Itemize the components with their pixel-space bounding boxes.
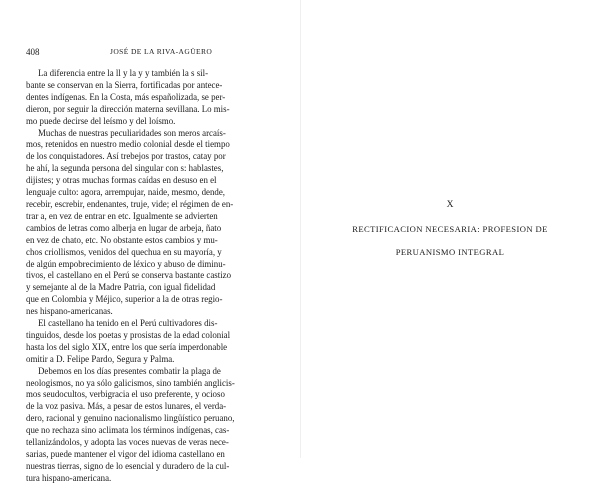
text-line: mos, retenidos en nuestro medio colonial desde el tiempo — [26, 139, 230, 150]
text-line: dijistes; y otras muchas formas caídas en desuso en el — [26, 175, 217, 186]
page-number: 408 — [26, 47, 40, 57]
text-line: El castellano ha tenido en el Perú cultivadores dis- — [38, 318, 218, 329]
text-line: nes hispano-americanas. — [26, 306, 113, 317]
text-line: tivos, el castellano en el Perú se conserva bastante castizo — [26, 270, 232, 281]
text-line: de los conquistadores. Así trebejos por trastos, catay por — [26, 151, 226, 162]
text-line: Muchas de nuestras peculiaridades son meros arcaís- — [38, 127, 226, 138]
text-line: omitir a D. Felipe Pardo, Segura y Palma. — [26, 353, 175, 364]
text-line: de la voz pasiva. Más, a pesar de estos lunares, el verda- — [26, 401, 227, 412]
running-head-author: JOSÉ DE LA RIVA-AGÜERO — [110, 47, 213, 56]
text-line: y semejante al de la Madre Patria, con igual fidelidad — [26, 282, 216, 293]
text-line: dieron, por seguir la dirección materna sevillana. Lo mis- — [26, 103, 230, 114]
chapter-number: X — [446, 200, 454, 210]
text-line: chos criollismos, venidos del quechua en su mayoría, y — [26, 246, 222, 257]
text-line: tinguidos, desde los poetas y prosistas de la edad colonial — [26, 329, 231, 340]
running-head — [26, 46, 292, 58]
text-line: dentes indígenas. En la Costa, más españolizada, se per- — [26, 91, 226, 102]
text-line: que no rechaza sino aclimata los términos indígenas, cas- — [26, 425, 230, 436]
text-line: lenguaje culto: agora, arrempujar, naide, mesmo, dende, — [26, 187, 226, 198]
text-line: tura hispano-americana. — [26, 472, 112, 483]
text-line: tellanizándolos, y adopta las voces nuevas de veras nece- — [26, 437, 229, 448]
right-page — [300, 0, 600, 458]
text-line: mos seudocultos, verbigracia el uso preferente, y ocioso — [26, 389, 225, 400]
text-line: bante se conservan en la Sierra, fortificadas por antece- — [26, 79, 223, 90]
left-page — [26, 0, 292, 483]
text-line: cambios de letras como alberja en lugar de arbeja, ñato — [26, 222, 222, 233]
text-line: de algún empobrecimiento de léxico y abuso de diminu- — [26, 258, 226, 269]
text-line: dero, racional y genuino nacionalismo lingüístico peruano, — [26, 413, 235, 424]
text-line: Debemos en los días presentes combatir la plaga de — [38, 365, 221, 376]
text-line: sarias, puede mantener el vigor del idioma castellano en — [26, 449, 225, 459]
text-line: nuestras tierras, signo de lo esencial y duradero de la cul- — [26, 460, 230, 471]
text-line: he ahí, la segunda persona del singular con s: hablastes, — [26, 163, 224, 174]
body-text — [26, 68, 292, 485]
text-line: neologismos, no ya sólo galicismos, sino también anglicis- — [26, 377, 235, 388]
text-line: La diferencia entre la ll y la y y también la s sil- — [38, 68, 209, 78]
chapter-title-line-1: RECTIFICACION NECESARIA: PROFESION DE — [352, 224, 548, 234]
text-line: recebir, escrebir, endenantes, truje, vide; el régimen de en- — [26, 198, 234, 209]
text-line: trar a, en vez de entrar en etc. Igualmente se advierten — [26, 210, 218, 221]
text-line: en vez de chato, etc. No obstante estos cambios y mu- — [26, 234, 218, 245]
text-line: que en Colombia y Méjico, superior a la de otras regio- — [26, 294, 223, 305]
text-line: mo puede decirse del leísmo y del loísmo. — [26, 115, 176, 126]
chapter-title-line-2: PERUANISMO INTEGRAL — [395, 247, 505, 257]
text-line: hasta los del siglo XIX, entre los que sería imperdonable — [26, 341, 228, 352]
